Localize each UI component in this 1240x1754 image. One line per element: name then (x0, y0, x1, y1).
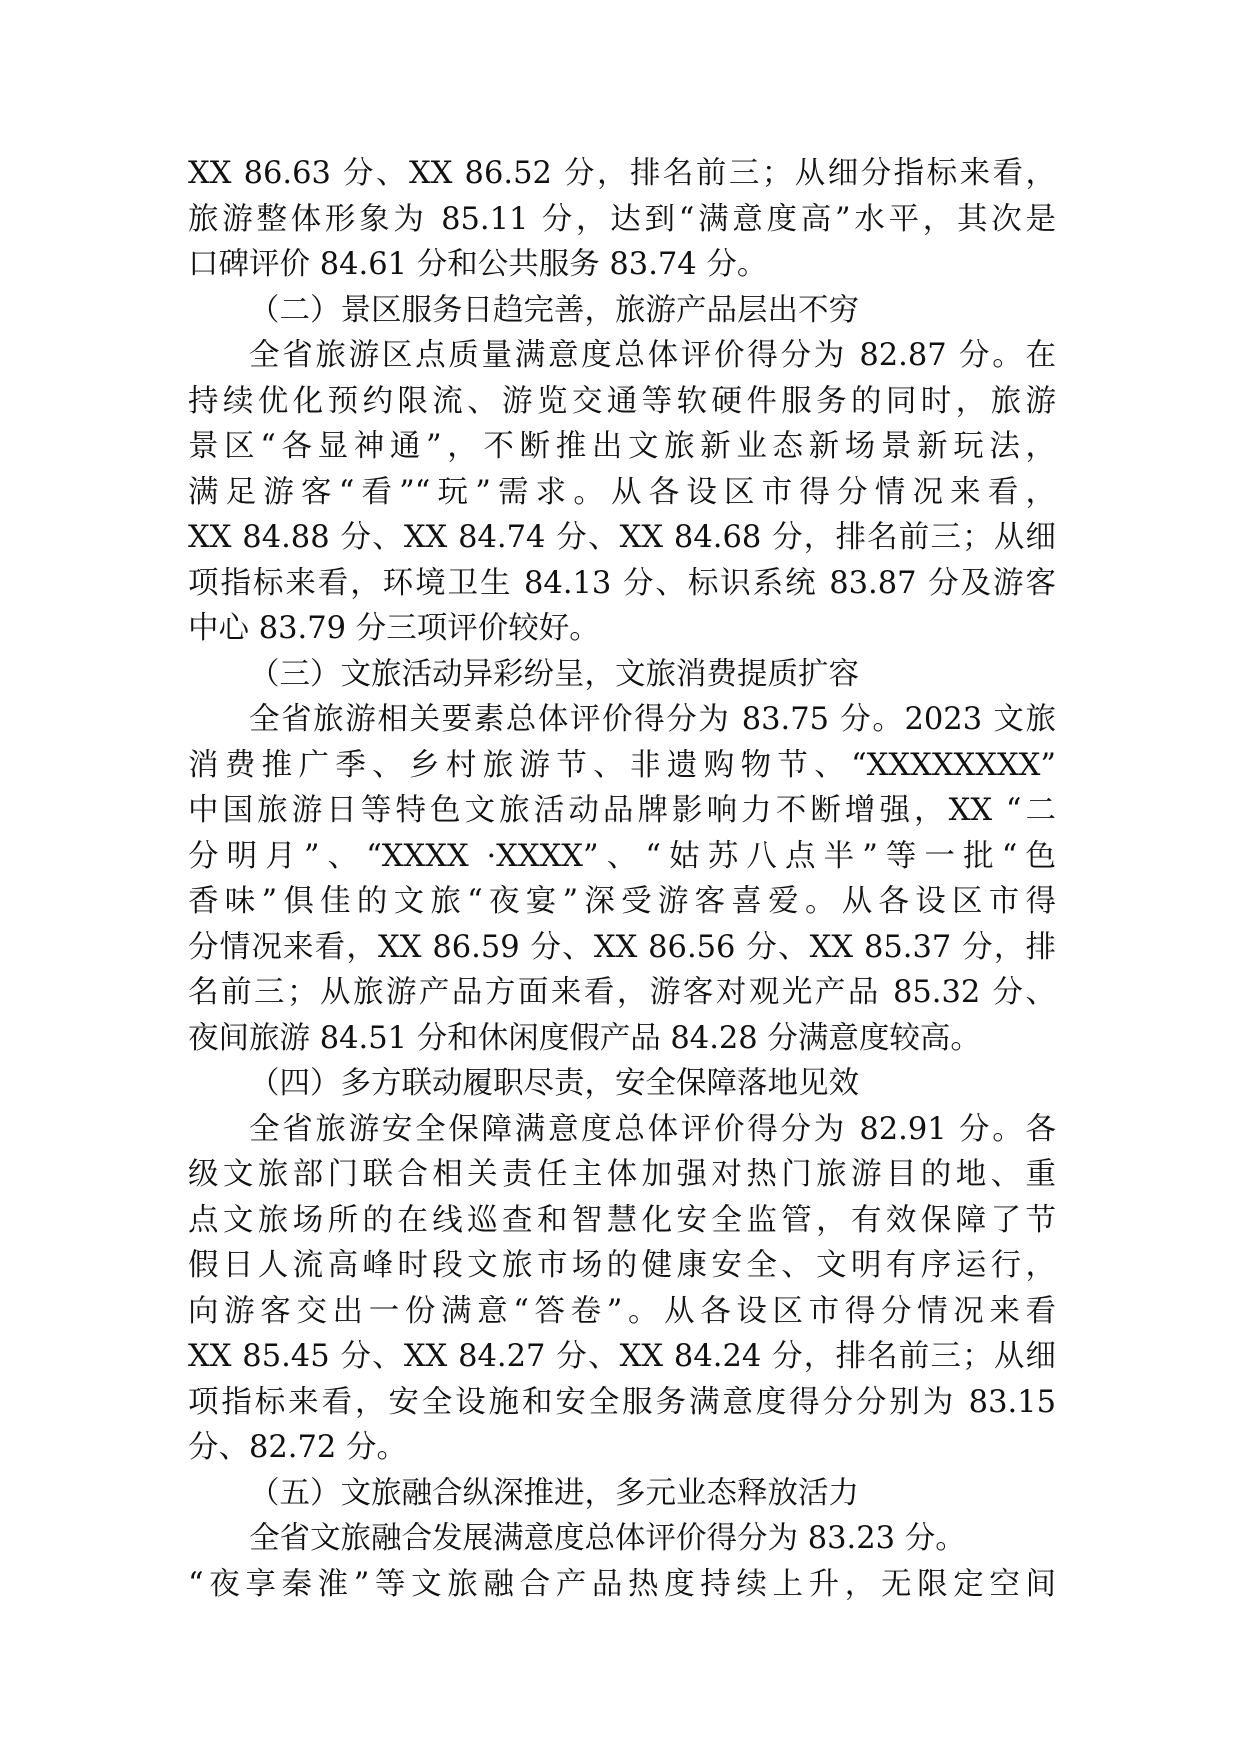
text-line: 点文旅场所的在线巡查和智慧化安全监管，有效保障了节 (188, 1202, 1056, 1238)
text-line: 旅游整体形象为 85.11 分，达到“满意度高”水平，其次是 (188, 201, 1056, 237)
text-line: 全省旅游安全保障满意度总体评价得分为 82.91 分。各 (249, 1111, 1056, 1147)
text-line: 中国旅游日等特色文旅活动品牌影响力不断增强，XX “二 (188, 793, 1056, 828)
text-line: 名前三；从旅游产品方面来看，游客对观光产品 85.32 分、 (188, 975, 1056, 1010)
text-line: 景区“各显神通”，不断推出文旅新业态新场景新玩法， (188, 429, 1056, 464)
text-line: 持续优化预约限流、游览交通等软硬件服务的同时，旅游 (188, 383, 1056, 419)
text-line: 中心 83.79 分三项评价较好。 (188, 611, 600, 646)
text-line: 香味”俱佳的文旅“夜宴”深受游客喜爱。从各设区市得 (188, 884, 1056, 919)
text-line: “夜享秦淮”等文旅融合产品热度持续上升，无限定空间 (188, 1566, 1056, 1602)
text-line: 消费推广季、乡村旅游节、非遗购物节、“XXXXXXXX” (188, 747, 1056, 783)
text-line: 全省旅游相关要素总体评价得分为 83.75 分。2023 文旅 (249, 702, 1056, 737)
text-line: XX 85.45 分、XX 84.27 分、XX 84.24 分，排名前三；从细 (188, 1339, 1056, 1374)
text-line: 级文旅部门联合相关责任主体加强对热门旅游目的地、重 (188, 1157, 1056, 1192)
text-line: 向游客交出一份满意“答卷”。从各设区市得分情况来看 (188, 1293, 1056, 1329)
text-line: XX 86.63 分、XX 86.52 分，排名前三；从细分指标来看， (188, 156, 1056, 191)
section-heading: （五）文旅融合纵深推进，多元业态释放活力 (249, 1475, 859, 1511)
section-heading: （三）文旅活动异彩纷呈，文旅消费提质扩容 (249, 656, 859, 692)
text-line: 夜间旅游 84.51 分和休闲度假产品 84.28 分满意度较高。 (188, 1020, 981, 1056)
text-line: 全省旅游区点质量满意度总体评价得分为 82.87 分。在 (249, 338, 1056, 373)
text-line: 全省文旅融合发展满意度总体评价得分为 83.23 分。 (249, 1521, 966, 1556)
text-line: 假日人流高峰时段文旅市场的健康安全、文明有序运行， (188, 1248, 1056, 1283)
text-line: 口碑评价 84.61 分和公共服务 83.74 分。 (188, 247, 768, 282)
text-line: 满足游客“看”“玩”需求。从各设区市得分情况来看， (188, 474, 1056, 510)
section-heading: （四）多方联动履职尽责，安全保障落地见效 (249, 1066, 859, 1101)
text-line: 项指标来看，环境卫生 84.13 分、标识系统 83.87 分及游客 (188, 565, 1056, 601)
text-line: 分明月”、“XXXX ·XXXX”、“姑苏八点半”等一批“色 (188, 838, 1056, 874)
text-line: 分情况来看，XX 86.59 分、XX 86.56 分、XX 85.37 分，排 (188, 929, 1056, 965)
text-line: 分、82.72 分。 (188, 1430, 408, 1465)
text-line: 项指标来看，安全设施和安全服务满意度得分分别为 83.15 (188, 1384, 1056, 1420)
document-body (188, 151, 1056, 1607)
section-heading: （二）景区服务日趋完善，旅游产品层出不穷 (249, 292, 859, 328)
text-line: XX 84.88 分、XX 84.74 分、XX 84.68 分，排名前三；从细 (188, 520, 1056, 555)
